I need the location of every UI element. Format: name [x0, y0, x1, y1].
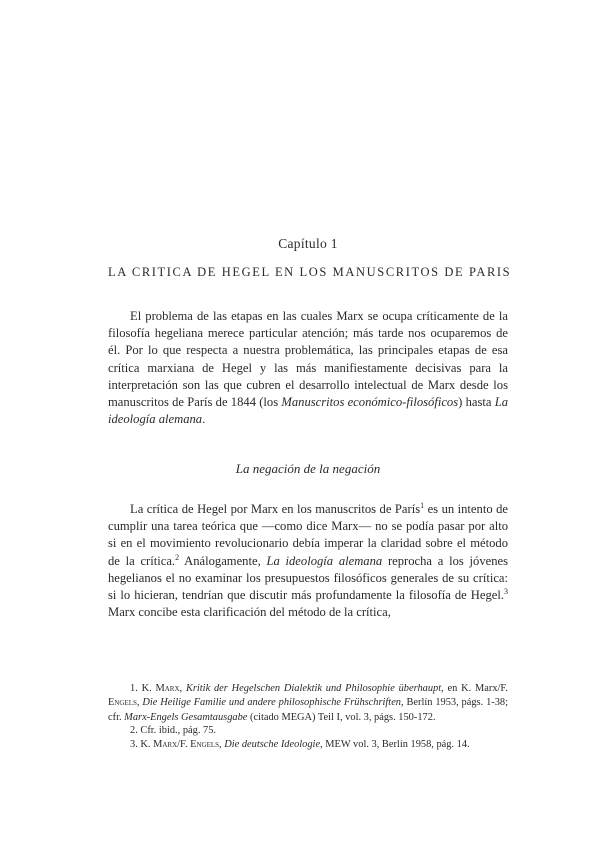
- footnote-ref-1[interactable]: 1: [420, 500, 425, 510]
- intro-text-2: ) hasta: [458, 395, 495, 410]
- footnote-author: K. Marx,: [141, 683, 183, 694]
- footnote-text: , en K. Marx/F.: [441, 683, 508, 694]
- footnote-text: , MEW vol. 3, Berlín 1958, pág. 14.: [320, 739, 470, 750]
- footnote-text: (citado MEGA) Teil I, vol. 3, págs. 150-172.: [247, 711, 436, 723]
- footnote-2: [108, 724, 508, 738]
- body-paragraph: [108, 501, 508, 621]
- section-heading: La negación de la negación: [235, 461, 381, 476]
- footnote-ref-2[interactable]: 2: [175, 552, 180, 562]
- footnote-number: 2.: [130, 725, 138, 736]
- intro-text-3: .: [202, 412, 206, 427]
- footnote-number: 1.: [130, 683, 138, 694]
- footnote-text: , Berlín 1953, págs. 1-38; cfr.: [108, 697, 508, 723]
- intro-italic-1: Manuscritos económico-filosóficos: [281, 395, 459, 410]
- footnote-1: [108, 682, 508, 725]
- footnote-ref-3[interactable]: 3: [504, 586, 508, 596]
- body-text-3: Análogamente,: [179, 553, 267, 568]
- intro-paragraph: [108, 308, 508, 428]
- chapter-title: LA CRITICA DE HEGEL EN LOS MANUSCRITOS DE PARIS: [108, 265, 512, 279]
- intro-italic-2: La ideología alemana: [108, 395, 508, 427]
- body-text-4: reprocha a los jóvenes hegelianos el no examinar los presupuestos filosóficos generales de su crítica: si lo hicieran, tendrían que discutir más profundamente la filosofía de Hegel.: [108, 553, 508, 603]
- footnote-author: Engels,: [108, 697, 140, 709]
- intro-text-1: El problema de las etapas en las cuales Marx se ocupa críticamente de la filosofía hegeliana merece particular atención; más tarde nos ocuparemos de él. Por lo que respecta a nuestra problemática, las principales etapas de esa crítica marxiana de Hegel y las más manifiestamente decisivas para la interpretación son las que cubren el desarrollo intelectual de Marx desde los manuscritos de París de 1844 (los: [108, 309, 508, 410]
- body-text-2: es un intento de cumplir una tarea teórica que —como dice Marx— no se podía pasar por alto si en el movimiento revolucionario debía imperar la claridad sobre el método de la crítica.: [108, 502, 508, 568]
- body-text-1: La crítica de Hegel por Marx en los manuscritos de París: [130, 502, 421, 516]
- footnote-work-title: Kritik der Hegelschen Dialektik und Philosophie überhaupt: [185, 683, 442, 694]
- footnote-author: K. Marx/F. Engels,: [140, 739, 222, 750]
- footnote-work-title: Marx-Engels Gesamtausgabe: [124, 711, 248, 723]
- footnote-number: 3.: [130, 739, 138, 750]
- chapter-label: Capítulo 1: [278, 236, 338, 251]
- footnote-text: Cfr. ibid., pág. 75.: [140, 725, 217, 736]
- body-text-5: Marx concibe esta clarificación del método de la crítica,: [108, 605, 391, 620]
- footnote-work-title: Die deutsche Ideologie: [224, 739, 321, 750]
- footnote-work-title: Die Heilige Familie und andere philosophische Frühschriften: [142, 697, 402, 709]
- footnote-3: [108, 738, 508, 752]
- body-italic-1: La ideología alemana: [266, 553, 383, 568]
